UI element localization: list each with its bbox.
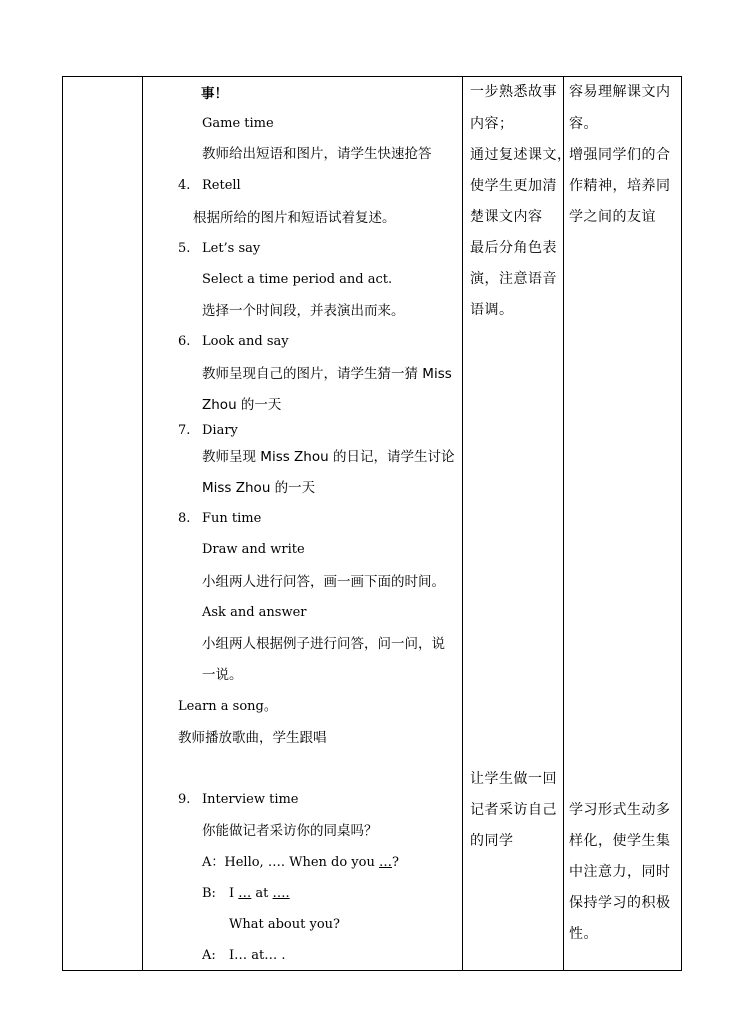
dialogue-b1-blank-1: …	[238, 886, 252, 901]
table-right-border	[681, 76, 682, 971]
dialogue-a1-end: ?	[391, 855, 399, 870]
notes-bottom-line-1: 学习形式生动多	[569, 802, 671, 818]
dialogue-line-b2: What about you?	[229, 917, 340, 932]
learn-a-song-heading: Learn a song。	[178, 699, 277, 714]
ask-and-answer-desc-line2: 一说。	[202, 667, 243, 683]
dialogue-b1-at: at	[251, 886, 273, 901]
step-7-title: Diary	[202, 423, 238, 438]
notes-line-5: 学之间的友谊	[569, 209, 656, 225]
purpose-bottom-line-3: 的同学	[470, 833, 514, 849]
dialogue-speaker-b: B:	[202, 886, 216, 901]
notes-bottom-line-2: 样化，使学生集	[569, 833, 671, 849]
step-9-number: 9.	[178, 792, 191, 807]
table-left-border	[62, 76, 63, 971]
dialogue-a1-text: A：Hello, …. When do you	[202, 855, 379, 870]
step-6-desc-line1: 教师呈现自己的图片，请学生猜一猜 Miss	[202, 366, 452, 382]
step-7-desc-line1: 教师呈现 Miss Zhou 的日记，请学生讨论	[202, 449, 455, 465]
purpose-bottom-line-1: 让学生做一回	[470, 771, 557, 787]
table-top-border	[62, 76, 682, 77]
dialogue-b1-blank-2: ….	[272, 886, 290, 901]
dialogue-line-a2: I… at… .	[229, 948, 286, 963]
notes-line-3: 增强同学们的合	[569, 147, 671, 163]
notes-bottom-line-5: 性。	[569, 926, 598, 942]
game-time-heading: Game time	[202, 116, 274, 131]
step-9-desc: 你能做记者采访你的同桌吗？	[202, 823, 378, 839]
dialogue-line-b1	[229, 886, 290, 902]
step-4-number: 4.	[178, 178, 191, 193]
step-5-desc: 选择一个时间段，并表演出而来。	[202, 303, 405, 319]
dialogue-b1-text: I	[229, 886, 239, 901]
dialogue-a1-blank: …	[378, 855, 392, 870]
step-7-desc-line2: Miss Zhou 的一天	[202, 480, 316, 496]
purpose-line-2: 内容；	[470, 116, 514, 132]
column-divider-1	[142, 76, 143, 971]
story-line-end: 事！	[201, 86, 228, 102]
step-9-title: Interview time	[202, 792, 299, 807]
ask-and-answer-desc-line1: 小组两人根据例子进行问答，问一问，说	[202, 636, 445, 652]
step-7-number: 7.	[178, 423, 191, 438]
column-divider-2	[462, 76, 463, 971]
column-divider-3	[563, 76, 564, 971]
draw-and-write-desc: 小组两人进行问答，画一画下面的时间。	[202, 574, 445, 590]
purpose-line-5: 楚课文内容	[470, 209, 543, 225]
purpose-line-3: 通过复述课文，	[470, 147, 572, 163]
step-5-instruction: Select a time period and act.	[202, 272, 393, 287]
notes-bottom-line-3: 中注意力，同时	[569, 864, 671, 880]
table-bottom-border	[62, 970, 682, 971]
ask-and-answer-heading: Ask and answer	[202, 605, 307, 620]
step-8-title: Fun time	[202, 511, 262, 526]
purpose-line-8: 语调。	[470, 302, 514, 318]
step-6-desc-line2: Zhou 的一天	[202, 397, 282, 413]
learn-a-song-desc: 教师播放歌曲，学生跟唱	[178, 730, 327, 746]
purpose-line-6: 最后分角色表	[470, 240, 557, 256]
purpose-line-4: 使学生更加清	[470, 178, 557, 194]
purpose-line-1: 一步熟悉故事	[470, 84, 557, 100]
step-6-number: 6.	[178, 334, 191, 349]
step-8-number: 8.	[178, 511, 191, 526]
notes-line-1: 容易理解课文内	[569, 84, 671, 100]
step-5-number: 5.	[178, 241, 191, 256]
draw-and-write-heading: Draw and write	[202, 542, 305, 557]
notes-line-4: 作精神，培养同	[569, 178, 671, 194]
purpose-bottom-line-2: 记者采访自己	[470, 802, 557, 818]
step-6-title: Look and say	[202, 334, 289, 349]
notes-bottom-line-4: 保持学习的积极	[569, 895, 671, 911]
step-5-title: Let’s say	[202, 241, 261, 256]
dialogue-line-a1	[202, 855, 399, 871]
step-4-title: Retell	[202, 178, 241, 193]
game-time-desc: 教师给出短语和图片，请学生快速抢答	[202, 146, 432, 162]
notes-line-2: 容。	[569, 116, 598, 132]
purpose-line-7: 演，注意语音	[470, 271, 557, 287]
dialogue-speaker-a2: A:	[202, 948, 216, 963]
step-4-desc: 根据所给的图片和短语试着复述。	[193, 210, 396, 226]
